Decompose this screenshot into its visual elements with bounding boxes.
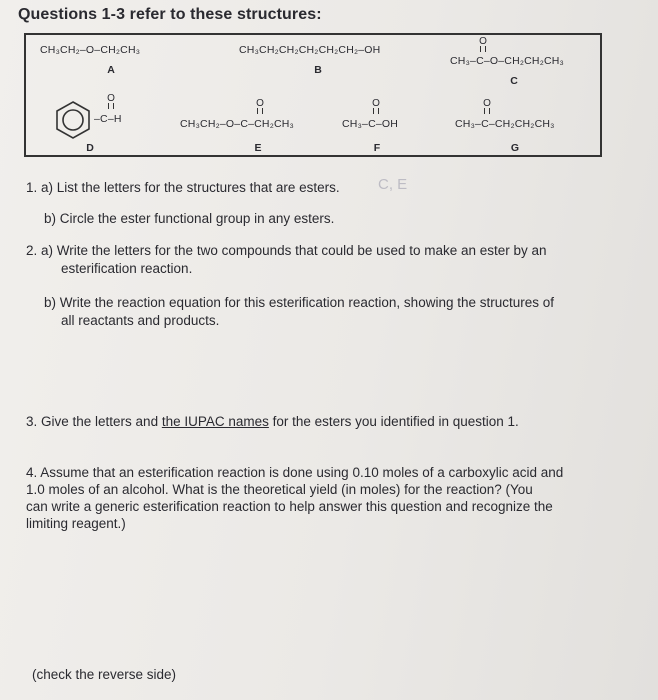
structure-g-carbonyl: O bbox=[482, 99, 492, 114]
question-4-line2: 1.0 moles of an alcohol. What is the theoretical yield (in moles) for the reaction? (You bbox=[26, 482, 533, 497]
question-2b-line1: b) Write the reaction equation for this esterification reaction, showing the structures of bbox=[44, 295, 555, 310]
question-2a-line2: esterification reaction. bbox=[61, 261, 193, 276]
structure-e-label: E bbox=[254, 142, 262, 154]
structure-f-label: F bbox=[373, 142, 381, 154]
structure-f-formula: CH₃–C–OH bbox=[342, 118, 399, 130]
structure-d-formula: –C–H bbox=[94, 113, 122, 125]
structure-a-formula: CH₃CH₂–O–CH₂CH₃ bbox=[40, 44, 141, 56]
question-4-line1: 4. Assume that an esterification reaction is done using 0.10 moles of a carboxylic acid and bbox=[26, 465, 564, 480]
structure-e-carbonyl: O bbox=[255, 99, 265, 114]
page-title: Questions 1-3 refer to these structures: bbox=[18, 6, 322, 23]
structure-g-label: G bbox=[510, 142, 520, 154]
structure-e-formula: CH₃CH₂–O–C–CH₂CH₃ bbox=[180, 118, 295, 130]
structure-c-carbonyl: O bbox=[478, 37, 488, 52]
question-2b-line2: all reactants and products. bbox=[61, 313, 220, 328]
question-1a: 1. a) List the letters for the structures that are esters. bbox=[26, 180, 340, 195]
structure-b-formula: CH₃CH₂CH₂CH₂CH₂CH₂–OH bbox=[239, 44, 381, 56]
structure-d-label: D bbox=[86, 142, 94, 154]
structure-a-label: A bbox=[107, 64, 115, 76]
iupac-names-underlined: the IUPAC names bbox=[161, 414, 269, 429]
question-4-line3: can write a generic esterification reaction to help answer this question and recognize the bbox=[26, 499, 553, 514]
structure-c-label: C bbox=[510, 75, 518, 87]
structure-b-label: B bbox=[314, 64, 322, 76]
structure-d-carbonyl: O bbox=[106, 94, 116, 109]
handwritten-answer-1a: C, E bbox=[378, 176, 408, 193]
question-1b: b) Circle the ester functional group in any esters. bbox=[44, 211, 335, 226]
structure-g-formula: CH₃–C–CH₂CH₂CH₃ bbox=[455, 118, 555, 130]
benzene-ring-icon bbox=[52, 99, 94, 141]
footer-note: (check the reverse side) bbox=[32, 667, 177, 682]
question-3: 3. Give the letters and the IUPAC names for the esters you identified in question 1. bbox=[26, 414, 519, 429]
structure-f-carbonyl: O bbox=[371, 99, 381, 114]
question-4-line4: limiting reagent.) bbox=[26, 516, 126, 531]
question-2a-line1: 2. a) Write the letters for the two compounds that could be used to make an ester by an bbox=[26, 243, 547, 258]
structure-c-formula: CH₃–C–O–CH₂CH₂CH₃ bbox=[450, 55, 565, 67]
